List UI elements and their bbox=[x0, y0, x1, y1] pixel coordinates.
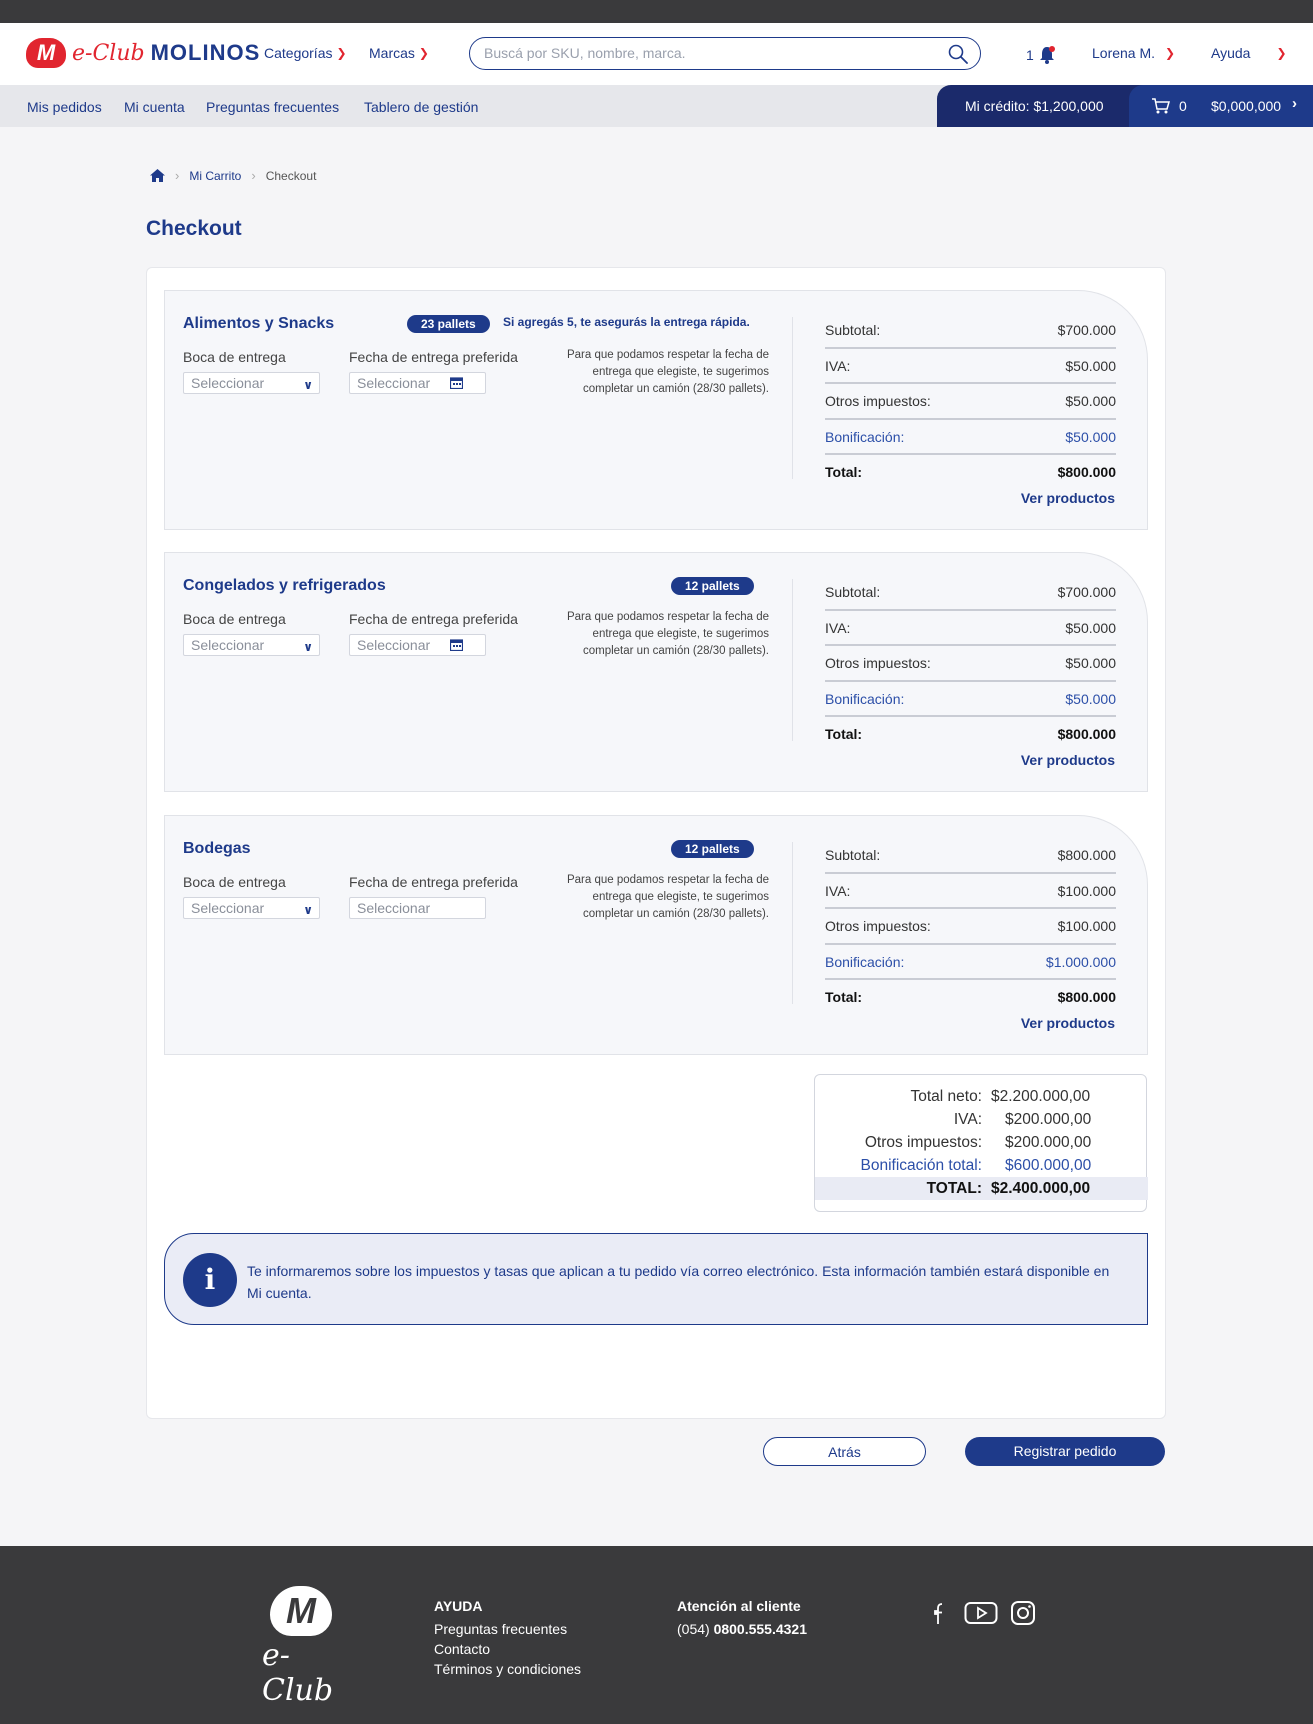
iva-label: IVA: bbox=[825, 882, 851, 899]
subtotal-label: Subtotal: bbox=[825, 584, 881, 600]
user-menu[interactable] bbox=[1092, 45, 1175, 61]
back-button[interactable]: Atrás bbox=[763, 1437, 926, 1466]
pallets-badge: 23 pallets bbox=[407, 315, 490, 333]
summary-total-row bbox=[815, 1177, 1148, 1200]
boca-select[interactable] bbox=[183, 897, 320, 919]
summary-iva-value: $200.000,00 bbox=[1005, 1111, 1092, 1128]
breadcrumb-checkout: Checkout bbox=[265, 168, 317, 183]
credit-amount: Mi crédito: $1,200,000 bbox=[965, 98, 1104, 114]
chevron-down-icon: ❯ bbox=[336, 46, 347, 60]
iva-label: IVA: bbox=[825, 619, 851, 636]
bonificacion-label: Bonificación: bbox=[825, 953, 905, 970]
footer-ayuda bbox=[434, 1596, 581, 1679]
total-label: Total: bbox=[825, 989, 863, 1005]
chevron-down-icon: ❯ bbox=[418, 46, 429, 60]
iva-row bbox=[825, 874, 1116, 910]
search-box bbox=[469, 37, 981, 70]
notifications[interactable] bbox=[1026, 45, 1056, 65]
breadcrumb-separator: › bbox=[251, 168, 256, 183]
fecha-label: Fecha de entrega preferida bbox=[349, 349, 518, 365]
ver-productos-link[interactable]: Ver productos bbox=[1020, 1015, 1115, 1031]
subnav bbox=[0, 85, 1313, 127]
categorias-menu[interactable] bbox=[264, 45, 347, 61]
summary-total-label: TOTAL: bbox=[926, 1180, 982, 1197]
notifications-count: 1 bbox=[1026, 47, 1034, 63]
footer-logo-text: e-Club bbox=[262, 1638, 334, 1708]
iva-value: $50.000 bbox=[1065, 357, 1116, 374]
boca-value: Seleccionar bbox=[191, 900, 265, 916]
footer-atencion bbox=[677, 1596, 807, 1639]
fecha-value: Seleccionar bbox=[357, 637, 431, 653]
chevron-down-icon: ❯ bbox=[1276, 46, 1287, 60]
top-strip bbox=[0, 0, 1313, 23]
subnav-preguntas[interactable]: Preguntas frecuentes bbox=[206, 99, 340, 115]
otros-row bbox=[825, 646, 1116, 682]
divider bbox=[792, 317, 793, 479]
cart-total: $0,000,000 bbox=[1211, 98, 1282, 114]
fecha-label: Fecha de entrega preferida bbox=[349, 874, 518, 890]
facebook-icon[interactable] bbox=[927, 1600, 953, 1626]
categorias-label: Categorías bbox=[264, 45, 333, 61]
total-row bbox=[825, 717, 1116, 753]
subtotal-label: Subtotal: bbox=[825, 847, 881, 863]
logo-molinos: MOLINOS bbox=[150, 40, 261, 65]
total-row bbox=[825, 980, 1116, 1016]
breadcrumb bbox=[150, 168, 316, 183]
marcas-label: Marcas bbox=[369, 45, 415, 61]
total-row bbox=[825, 455, 1116, 491]
footer-logo-mark: M bbox=[270, 1586, 332, 1636]
total-label: Total: bbox=[825, 726, 863, 742]
cart-count: 0 bbox=[1179, 98, 1187, 114]
section-title: Congelados y refrigerados bbox=[183, 577, 386, 594]
summary-total-value: $2.400.000,00 bbox=[991, 1180, 1091, 1197]
subtotal-row bbox=[825, 575, 1116, 611]
delivery-note: Para que podamos respetar la fecha de entrega que elegiste, te sugerimos completar un camión (28/30 pallets). bbox=[566, 874, 769, 920]
fecha-select[interactable] bbox=[349, 897, 486, 919]
search-input[interactable] bbox=[484, 45, 924, 61]
bonificacion-value: $50.000 bbox=[1065, 428, 1116, 445]
credit-bar bbox=[937, 85, 1313, 127]
otros-row bbox=[825, 909, 1116, 945]
footer-atencion-title: Atención al cliente bbox=[677, 1598, 801, 1614]
footer bbox=[0, 1546, 1313, 1724]
section-totals bbox=[825, 313, 1116, 491]
footer-phone-line bbox=[677, 1619, 807, 1639]
pallets-badge: 12 pallets bbox=[671, 577, 754, 595]
ver-productos-link[interactable]: Ver productos bbox=[1020, 752, 1115, 768]
summary-neto-value: $2.200.000,00 bbox=[991, 1088, 1091, 1105]
bonificacion-value: $1.000.000 bbox=[1045, 953, 1116, 970]
bonificacion-row bbox=[825, 682, 1116, 718]
section-alimentos bbox=[164, 290, 1148, 530]
section-title: Alimentos y Snacks bbox=[183, 315, 335, 332]
info-text: Te informaremos sobre los impuestos y tasas que aplican a tu pedido vía correo electrónico. Esta información también estará disponible en Mi cuenta. bbox=[247, 1263, 1110, 1301]
bonificacion-row bbox=[825, 420, 1116, 456]
summary-otros-value: $200.000,00 bbox=[1005, 1134, 1092, 1151]
divider bbox=[792, 579, 793, 741]
summary-bon-value: $600.000,00 bbox=[1005, 1157, 1092, 1174]
bonificacion-value: $50.000 bbox=[1065, 690, 1116, 707]
pallets-hint: Si agregás 5, te asegurás la entrega rápida. bbox=[503, 315, 750, 329]
summary-bon-row bbox=[815, 1154, 1148, 1177]
footer-ayuda-title: AYUDA bbox=[434, 1598, 483, 1614]
boca-label: Boca de entrega bbox=[183, 611, 286, 627]
footer-link-terminos[interactable]: Términos y condiciones bbox=[434, 1661, 582, 1677]
header bbox=[0, 23, 1313, 85]
otros-label: Otros impuestos: bbox=[825, 655, 931, 671]
summary-iva-row bbox=[815, 1108, 1148, 1131]
iva-label: IVA: bbox=[825, 357, 851, 374]
subtotal-row bbox=[825, 313, 1116, 349]
boca-value: Seleccionar bbox=[191, 637, 265, 653]
iva-row bbox=[825, 349, 1116, 385]
logo-mark: M bbox=[26, 38, 66, 68]
chevron-down-icon: ∨ bbox=[303, 903, 313, 917]
marcas-menu[interactable] bbox=[369, 45, 429, 61]
section-title: Bodegas bbox=[183, 840, 251, 857]
section-bodegas bbox=[164, 815, 1148, 1055]
bonificacion-label: Bonificación: bbox=[825, 428, 905, 445]
chevron-down-icon: ∨ bbox=[303, 640, 313, 654]
divider bbox=[792, 842, 793, 1004]
summary-otros-row bbox=[815, 1131, 1148, 1154]
subtotal-value: $800.000 bbox=[1057, 847, 1116, 863]
total-value: $800.000 bbox=[1057, 726, 1116, 742]
calendar-icon bbox=[450, 376, 463, 389]
order-summary bbox=[814, 1074, 1147, 1212]
search-icon[interactable] bbox=[948, 44, 968, 64]
boca-value: Seleccionar bbox=[191, 375, 265, 391]
ayuda-menu[interactable] bbox=[1211, 45, 1287, 61]
subnav-tablero[interactable]: Tablero de gestión bbox=[364, 99, 479, 115]
subtotal-label: Subtotal: bbox=[825, 322, 881, 338]
summary-neto-row bbox=[815, 1085, 1148, 1108]
breadcrumb-carrito[interactable]: Mi Carrito bbox=[189, 168, 242, 183]
cart-icon bbox=[1151, 97, 1171, 115]
cart-button[interactable] bbox=[1129, 85, 1313, 127]
logo[interactable] bbox=[26, 38, 260, 68]
delivery-note: Para que podamos respetar la fecha de entrega que elegiste, te sugerimos completar un camión (28/30 pallets). bbox=[566, 349, 769, 395]
section-totals bbox=[825, 838, 1116, 1016]
fecha-label: Fecha de entrega preferida bbox=[349, 611, 518, 627]
iva-row bbox=[825, 611, 1116, 647]
total-value: $800.000 bbox=[1057, 464, 1116, 480]
subtotal-row bbox=[825, 838, 1116, 874]
section-totals bbox=[825, 575, 1116, 753]
youtube-icon[interactable] bbox=[964, 1600, 998, 1626]
otros-value: $50.000 bbox=[1065, 655, 1116, 671]
breadcrumb-separator: › bbox=[175, 168, 180, 183]
bell-icon bbox=[1038, 45, 1056, 65]
fecha-value: Seleccionar bbox=[357, 900, 431, 916]
chevron-down-icon: ❯ bbox=[1165, 46, 1176, 60]
total-value: $800.000 bbox=[1057, 989, 1116, 1005]
instagram-icon[interactable] bbox=[1010, 1600, 1036, 1626]
summary-neto-label: Total neto: bbox=[910, 1088, 982, 1105]
iva-value: $100.000 bbox=[1057, 882, 1116, 899]
logo-eclub: e-Club bbox=[72, 40, 145, 66]
chevron-right-icon: › bbox=[1292, 95, 1297, 112]
summary-otros-label: Otros impuestos: bbox=[864, 1134, 982, 1151]
register-order-button[interactable]: Registrar pedido bbox=[965, 1437, 1165, 1466]
checkout-card bbox=[146, 267, 1166, 1419]
bonificacion-label: Bonificación: bbox=[825, 690, 905, 707]
otros-label: Otros impuestos: bbox=[825, 918, 931, 934]
ayuda-label: Ayuda bbox=[1211, 45, 1251, 61]
fecha-select[interactable] bbox=[349, 372, 486, 394]
iva-value: $50.000 bbox=[1065, 619, 1116, 636]
subnav-mi-cuenta[interactable]: Mi cuenta bbox=[124, 99, 185, 115]
subtotal-value: $700.000 bbox=[1057, 584, 1116, 600]
subtotal-value: $700.000 bbox=[1057, 322, 1116, 338]
footer-link-preguntas[interactable]: Preguntas frecuentes bbox=[434, 1621, 568, 1637]
fecha-value: Seleccionar bbox=[357, 375, 431, 391]
summary-bon-label: Bonificación total: bbox=[860, 1157, 982, 1174]
footer-phone[interactable]: 0800.555.4321 bbox=[713, 1621, 808, 1637]
otros-row bbox=[825, 384, 1116, 420]
chevron-down-icon: ∨ bbox=[303, 378, 313, 392]
page-title: Checkout bbox=[146, 217, 242, 240]
subnav-mis-pedidos[interactable]: Mis pedidos bbox=[27, 99, 102, 115]
fecha-select[interactable] bbox=[349, 634, 486, 656]
otros-value: $50.000 bbox=[1065, 393, 1116, 409]
otros-value: $100.000 bbox=[1057, 918, 1116, 934]
boca-label: Boca de entrega bbox=[183, 874, 286, 890]
bonificacion-row bbox=[825, 945, 1116, 981]
summary-iva-label: IVA: bbox=[953, 1111, 982, 1128]
calendar-icon bbox=[450, 638, 463, 651]
pallets-badge: 12 pallets bbox=[671, 840, 754, 858]
delivery-note: Para que podamos respetar la fecha de entrega que elegiste, te sugerimos completar un camión (28/30 pallets). bbox=[566, 611, 769, 657]
footer-phone-prefix: (054) bbox=[677, 1621, 710, 1637]
boca-select[interactable] bbox=[183, 634, 320, 656]
footer-logo[interactable] bbox=[262, 1586, 342, 1708]
boca-label: Boca de entrega bbox=[183, 349, 286, 365]
ver-productos-link[interactable]: Ver productos bbox=[1020, 490, 1115, 506]
section-congelados bbox=[164, 552, 1148, 792]
boca-select[interactable] bbox=[183, 372, 320, 394]
user-name: Lorena M. bbox=[1092, 45, 1156, 61]
home-icon[interactable] bbox=[150, 169, 165, 182]
info-icon: i bbox=[183, 1253, 237, 1307]
total-label: Total: bbox=[825, 464, 863, 480]
otros-label: Otros impuestos: bbox=[825, 393, 931, 409]
footer-link-contacto[interactable]: Contacto bbox=[434, 1641, 491, 1657]
info-banner bbox=[164, 1233, 1148, 1325]
